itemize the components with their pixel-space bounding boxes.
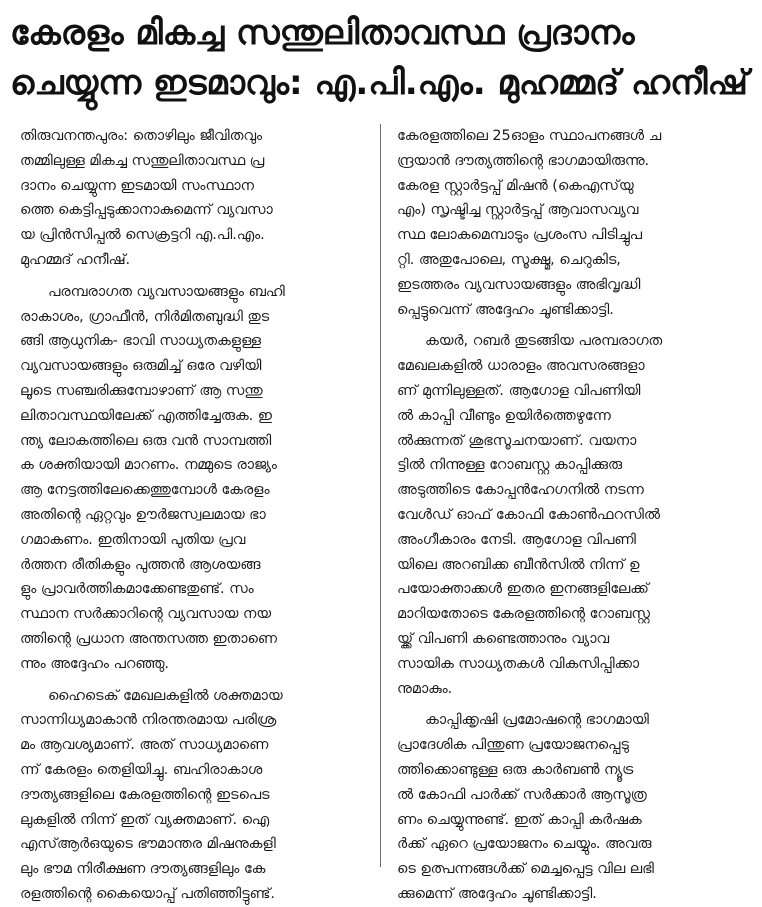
text-line: സാന്നിധ്യമാകാൻ നിരന്തരമായ പരിശ്ര: [20, 712, 277, 729]
column-divider: [380, 124, 381, 867]
text-line: രളത്തിന്റെ കൈയൊപ്പ് പതിഞ്ഞിട്ടുണ്ട്.: [20, 885, 275, 902]
text-line: ഗമാകണം. ഇതിനായി പുതിയ പ്രവ: [20, 531, 246, 548]
headline: [10, 8, 752, 108]
text-line: ൽ കോഫി പാർക്ക് സർക്കാർ ആസൂത്ര: [397, 786, 647, 803]
text-line: മം ആവശ്യമാണ്. അത് സാധ്യമാണെ: [20, 737, 269, 754]
text-line: ർക്ക് ഏറെ പ്രയോജനം ചെയ്യും. അവരു: [397, 836, 652, 853]
text-line: ർത്തന രീതികളും പുത്തൻ ആശയങ്ങ: [20, 556, 261, 573]
text-line: യിലെ അറബിക്ക ബീൻസിൽ നിന്ന് ഉ: [397, 556, 640, 573]
text-line: ന്നും അദ്ദേഹം പറഞ്ഞു.: [20, 655, 169, 672]
text-line: ആ നേട്ടത്തിലേക്കെത്തുമ്പോൾ കേരളം: [20, 482, 270, 499]
text-line: ത്തെ കെട്ടിപ്പടുക്കാനാകുമെന്ന് വ്യവസാ: [20, 202, 273, 219]
text-line: ഹൈടെക് മേഖലകളിൽ ശക്തമായ: [48, 687, 283, 704]
paragraph: [397, 124, 747, 322]
text-line: അതിന്റെ ഏറ്റവും ഊർജസ്വലമായ ഭാ: [20, 506, 266, 523]
paragraph: [397, 708, 747, 906]
text-line: കാപ്പിക്കൃഷി പ്രമോഷന്റെ ഭാഗമായി: [425, 712, 649, 729]
text-line: ദാനം ചെയ്യുന്ന ഇടമായി സംസ്ഥാന: [20, 177, 254, 194]
text-line: ങ്ങി ആധുനിക- ഭാവി സാധ്യതകളുള്ള: [20, 333, 261, 350]
text-line: എസ്ആർഒയുടെ ഭൗമാന്തര മിഷനുകളി: [20, 836, 276, 853]
text-line: ദൗത്യങ്ങളിലെ കേരളത്തിന്റെ ഇടപെട: [20, 786, 270, 803]
text-line: ലിതാവസ്ഥയിലേക്ക് എത്തിച്ചേരുക. ഇ: [20, 407, 272, 424]
text-line: ന്ന് കേരളം തെളിയിച്ചു. ബഹിരാകാശ: [20, 761, 263, 778]
text-line: യ പ്രിൻസിപ്പൽ സെക്രട്ടറി എ.പി.എം.: [20, 227, 265, 244]
text-line: ത്തിന്റെ പ്രധാന അന്തസത്ത ഇതാണെ: [20, 630, 277, 647]
text-line: ണ് മുന്നിലുള്ളത്. ആഗോള വിപണിയി: [397, 382, 641, 399]
paragraph: [20, 684, 363, 907]
text-line: ടെ ഉത്പന്നങ്ങൾക്ക് മെച്ചപ്പെട്ട വില ലഭി: [397, 861, 654, 878]
text-line: പയോക്താക്കൾ ഇതര ഇനങ്ങളിലേക്ക്: [397, 581, 649, 598]
text-line: ണം ചെയ്യുന്നുണ്ട്. ഇത് കാപ്പി കർഷക: [397, 811, 642, 828]
text-line: ന്ദ്രയാൻ ദൗത്യത്തിന്റെ ഭാഗമായിരുന്നു.: [397, 152, 650, 169]
article-columns: [0, 124, 762, 902]
text-line: റ്റി. അതുപോലെ, സൂക്ഷ്മ, ചെറുകിട,: [397, 251, 621, 268]
paragraph: [20, 280, 363, 677]
text-line: ന്ത്യ ലോകത്തിലെ ഒരു വൻ സാമ്പത്തി: [20, 432, 272, 449]
text-line: ലും ഭൗമ നിരീക്ഷണ ദൗത്യങ്ങളിലും കേ: [20, 861, 266, 878]
text-line: വേൾഡ് ഓഫ് കോഫി കോൺഫറസിൽ: [397, 506, 660, 523]
text-line: പ്രാദേശിക പിന്തുണ പ്രയോജനപ്പെടു: [397, 737, 629, 754]
left-column: [20, 124, 363, 902]
text-line: മേഖലകളിൽ ധാരാളം അവസരങ്ങളാ: [397, 358, 645, 375]
paragraph: [397, 329, 747, 701]
text-line: കേരള സ്റ്റാർട്ടപ്പ് മിഷൻ (കെഎസ്‌യു: [397, 177, 634, 194]
text-line: എം) സൃഷ്ടിച്ച സ്റ്റാർട്ടപ്പ് ആവാസവ്യവ: [397, 202, 639, 219]
text-line: ലൂടെ സഞ്ചരിക്കുമ്പോഴാണ് ആ സന്തു: [20, 382, 263, 399]
text-line: നുമാകും.: [397, 680, 453, 697]
paragraph: [20, 124, 363, 273]
text-line: ക ശക്തിയായി മാറണം. നമ്മുടെ രാജ്യം: [20, 457, 277, 474]
text-line: വ്യവസായങ്ങളും ഒരുമിച്ച് ഒരേ വഴിയി: [20, 358, 262, 375]
text-line: കേരളത്തിലെ 25ഓളം സ്ഥാപനങ്ങൾ ച: [397, 128, 662, 144]
text-line: ൽക്കുന്നത് ശുഭസൂചനയാണ്. വയനാ: [397, 432, 637, 449]
right-column: [397, 124, 747, 902]
text-line: സായിക സാധ്യതകൾ വികസിപ്പിക്കാ: [397, 655, 640, 672]
text-line: ത്തിക്കൊണ്ടുള്ള ഒരു കാർബൺ ന്യൂട്ര: [397, 761, 634, 778]
headline-line: കേരളം മികച്ച സന്തുലിതാവസ്ഥ പ്രദാനം: [10, 13, 635, 53]
text-line: പ്പെട്ടുവെന്ന് അദ്ദേഹം ചൂണ്ടിക്കാട്ടി.: [397, 301, 614, 318]
headline-line: ചെയ്യുന്ന ഇടമാവും: എ.പി.എം. മുഹമ്മദ് ഹനീഷ്: [10, 63, 748, 103]
text-line: മാറിയതോടെ കേരളത്തിന്റെ റോബസ്റ്റ: [397, 606, 650, 623]
text-line: അടുത്തിടെ കോപ്പൻഹേഗനിൽ നടന്ന: [397, 482, 644, 499]
text-line: ൽ കാപ്പി വീണ്ടും ഉയിർത്തെഴുന്നേ: [397, 407, 611, 424]
text-line: പരമ്പരാഗത വ്യവസായങ്ങളും ബഹി: [48, 283, 285, 300]
text-line: യ്ക്ക് വിപണി കണ്ടെത്താനും വ്യാവ: [397, 630, 610, 647]
text-line: ഇടത്തരം വ്യവസായങ്ങളും അഭിവൃദ്ധി: [397, 276, 641, 293]
text-line: അംഗീകാരം നേടി. ആഗോള വിപണി: [397, 531, 636, 548]
text-line: ക്കുമെന്ന് അദ്ദേഹം ചൂണ്ടിക്കാട്ടി.: [397, 885, 597, 902]
text-line: തിരുവനന്തപുരം: തൊഴിലും ജീവിതവും: [20, 128, 263, 144]
text-line: സ്ഥ ലോകമെമ്പാടും പ്രശംസ പിടിച്ചുപ: [397, 227, 642, 244]
text-line: സ്ഥാന സർക്കാറിന്റെ വ്യവസായ നയ: [20, 606, 271, 623]
text-line: മുഹമ്മദ് ഹനീഷ്.: [20, 251, 131, 268]
text-line: ട്ടിൽ നിന്നുള്ള റോബസ്റ്റ കാപ്പിക്കുരു: [397, 457, 623, 474]
text-line: ളും പ്രാവർത്തികമാക്കേണ്ടതുണ്ട്. സം: [20, 581, 254, 598]
text-line: രാകാശം, ഗ്രാഫീൻ, നിർമിതബുദ്ധി തുട: [20, 308, 270, 325]
text-line: കയർ, റബർ തുടങ്ങിയ പരമ്പരാഗത: [425, 333, 663, 350]
text-line: ലുകളിൽ നിന്ന് ഇത് വ്യക്തമാണ്. ഐ: [20, 811, 270, 828]
text-line: തമ്മിലുള്ള മികച്ച സന്തുലിതാവസ്ഥ പ്ര: [20, 152, 265, 169]
